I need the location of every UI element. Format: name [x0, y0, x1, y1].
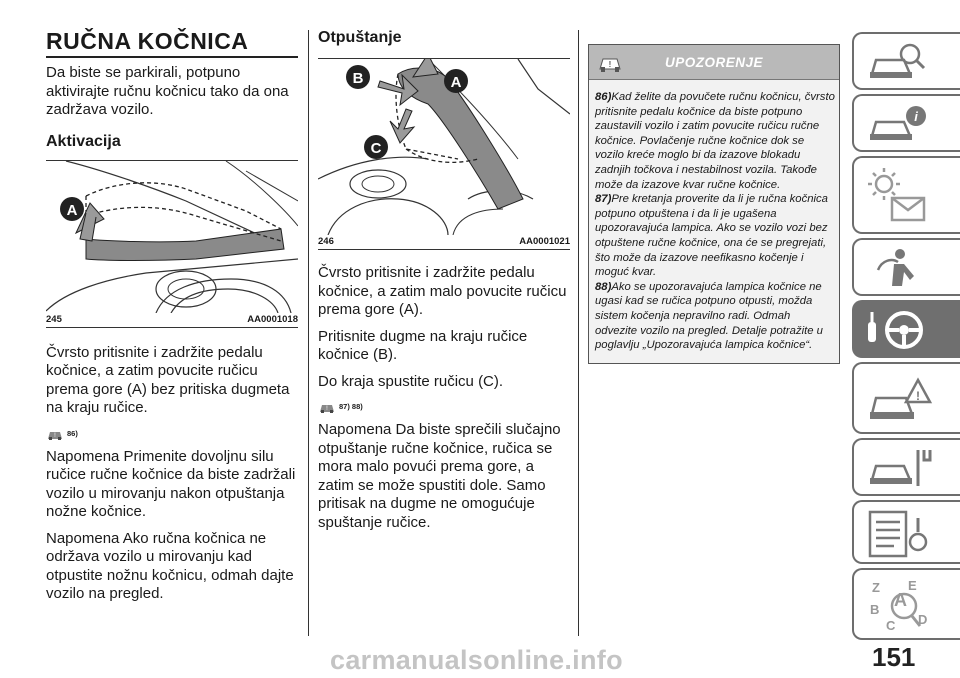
warning-body: [589, 79, 839, 363]
tab-maintenance[interactable]: [852, 438, 960, 496]
figure-number-246: 246: [318, 236, 334, 247]
svg-text:!: !: [326, 406, 328, 412]
handbrake-pull-illustration: [46, 161, 298, 313]
warning-item-87: 87)Pre kretanja proverite da li je ručna kočnica potpuno otpuštena i da li je ugašena upozoravajuća lampica. Ako se vozilo vozi bez otpuštene ručne kočnice, ona će se pregrejati, što može da izazove neefikasno kočenje i moguć kvar.: [595, 193, 828, 279]
callout-a-label: A: [66, 201, 78, 219]
warning-light-mail-icon: [864, 164, 934, 228]
warning-reference-86: [46, 418, 298, 440]
tab-index[interactable]: [852, 568, 960, 640]
car-warning-icon: [318, 399, 336, 413]
svg-text:Z: Z: [872, 580, 880, 595]
note-force: Napomena Primenite dovoljnu silu ručice ručne kočnice da biste zadržali vozilo u mirovanju nakon otpuštanja nožne kočnice.: [46, 447, 296, 520]
tab-warning-lights[interactable]: [852, 156, 960, 234]
car-warning-icon: [597, 51, 623, 73]
column-divider-1: [308, 30, 309, 636]
svg-text:i: i: [914, 109, 918, 124]
warning-box: [588, 44, 840, 364]
figure-caption-246: [318, 235, 570, 250]
car-info-icon: [864, 102, 934, 146]
warning-ref-numbers: 87) 88): [339, 402, 363, 411]
title-divider: [46, 56, 298, 58]
callout-b-label: B: [352, 70, 364, 87]
section-title: RUČNA KOČNICA: [46, 28, 249, 54]
specs-list-icon: [864, 508, 934, 560]
tab-safety[interactable]: [852, 238, 960, 296]
alphabet-index-icon: [864, 576, 934, 636]
figure-245: [46, 161, 298, 313]
tab-emergency[interactable]: [852, 362, 960, 434]
page-number: 151: [872, 642, 916, 672]
tab-starting-driving[interactable]: [852, 300, 960, 358]
warning-header: [589, 45, 839, 79]
svg-text:D: D: [918, 612, 928, 627]
release-note: Napomena Da biste sprečili slučajno otpuštanje ručne kočnice, ručica se mora malo povući prema gore, a zatim se može spustiti dole. Samo pritisak na dugme ne omogućuje spuštanje ručice.: [318, 421, 561, 531]
callout-a-release-label: A: [450, 74, 462, 91]
car-tools-icon: [864, 446, 934, 490]
figure-caption-245: [46, 313, 298, 328]
svg-text:!: !: [54, 432, 56, 439]
figure-code: AA0001018: [247, 313, 298, 325]
handbrake-release-illustration: [318, 59, 570, 235]
warning-ref-number: 86): [67, 428, 78, 438]
callout-c-label: C: [370, 140, 382, 157]
release-step-3: Do kraja spustite ručicu (C).: [318, 372, 504, 390]
column-warning: [588, 28, 840, 364]
release-heading: Otpuštanje: [318, 29, 402, 46]
car-warning-icon: [864, 370, 934, 430]
activation-text: Čvrsto pritisnite i zadržite pedalu kočnice, a zatim povucite ručicu prema gore (A) bez pritiska dugmeta na kraju ručice.: [46, 343, 290, 416]
figure-246: [318, 59, 570, 235]
release-step-1: Čvrsto pritisnite i zadržite pedalu kočnice, a zatim malo povucite ručicu prema gore (A).: [318, 264, 567, 318]
release-step-2: Pritisnite dugme na kraju ručice kočnice (B).: [318, 327, 528, 363]
column-release: [318, 28, 570, 532]
key-steering-wheel-icon: [864, 308, 934, 352]
warning-title: UPOZORENJE: [664, 54, 764, 70]
svg-text:B: B: [870, 602, 880, 617]
watermark-text: carmanualsonline.info: [330, 645, 623, 675]
tab-car-info[interactable]: [852, 94, 960, 152]
intro-text: Da biste se parkirali, potpuno aktivirajte ručnu kočnicu tako da ona zadržava vozilo.: [46, 64, 289, 118]
tab-car-search[interactable]: [852, 32, 960, 90]
column-activation: [46, 28, 298, 604]
tab-technical-data[interactable]: [852, 500, 960, 564]
airbag-seat-icon: [864, 246, 934, 290]
svg-text:!: !: [608, 60, 612, 69]
warning-reference-87-88: [318, 391, 570, 413]
activation-heading: Aktivacija: [46, 132, 121, 150]
note-inspection: Napomena Ako ručna kočnica ne održava vozilo u mirovanju kad otpustite nožnu kočnicu, odmah dajte vozilo na pregled.: [46, 529, 294, 602]
svg-text:C: C: [886, 618, 896, 633]
warning-item-86: 86)Kad želite da povučete ručnu kočnicu, čvrsto pritisnite pedalu kočnice da biste potpuno zaustavili vozilo i zatim povucite ručicu ručne kočnice. Povlačenje ručne kočnice dok se vozilo kreće moglo bi da izazove blokadu zadnjih točkova i nestabilnost vozila. Takođe može da izazove kvar ručne kočnice.: [595, 91, 835, 191]
column-divider-2: [578, 30, 579, 636]
figure-number: 245: [46, 313, 62, 325]
svg-text:A: A: [894, 590, 907, 610]
figure-code-246: AA0001021: [519, 236, 570, 247]
svg-text:E: E: [908, 578, 917, 593]
car-search-icon: [864, 40, 934, 84]
car-warning-icon: [46, 426, 64, 440]
svg-text:!: !: [916, 389, 920, 403]
warning-item-88: 88)Ako se upozoravajuća lampica kočnice ne ugasi kad se ručica potpuno otpusti, možda sistem kočenja nepravilno radi. Odmah odvezite vozilo na pregled. Detalje potražite u poglavlju „Upozoravajuća lampica kočnice“.: [595, 280, 823, 352]
